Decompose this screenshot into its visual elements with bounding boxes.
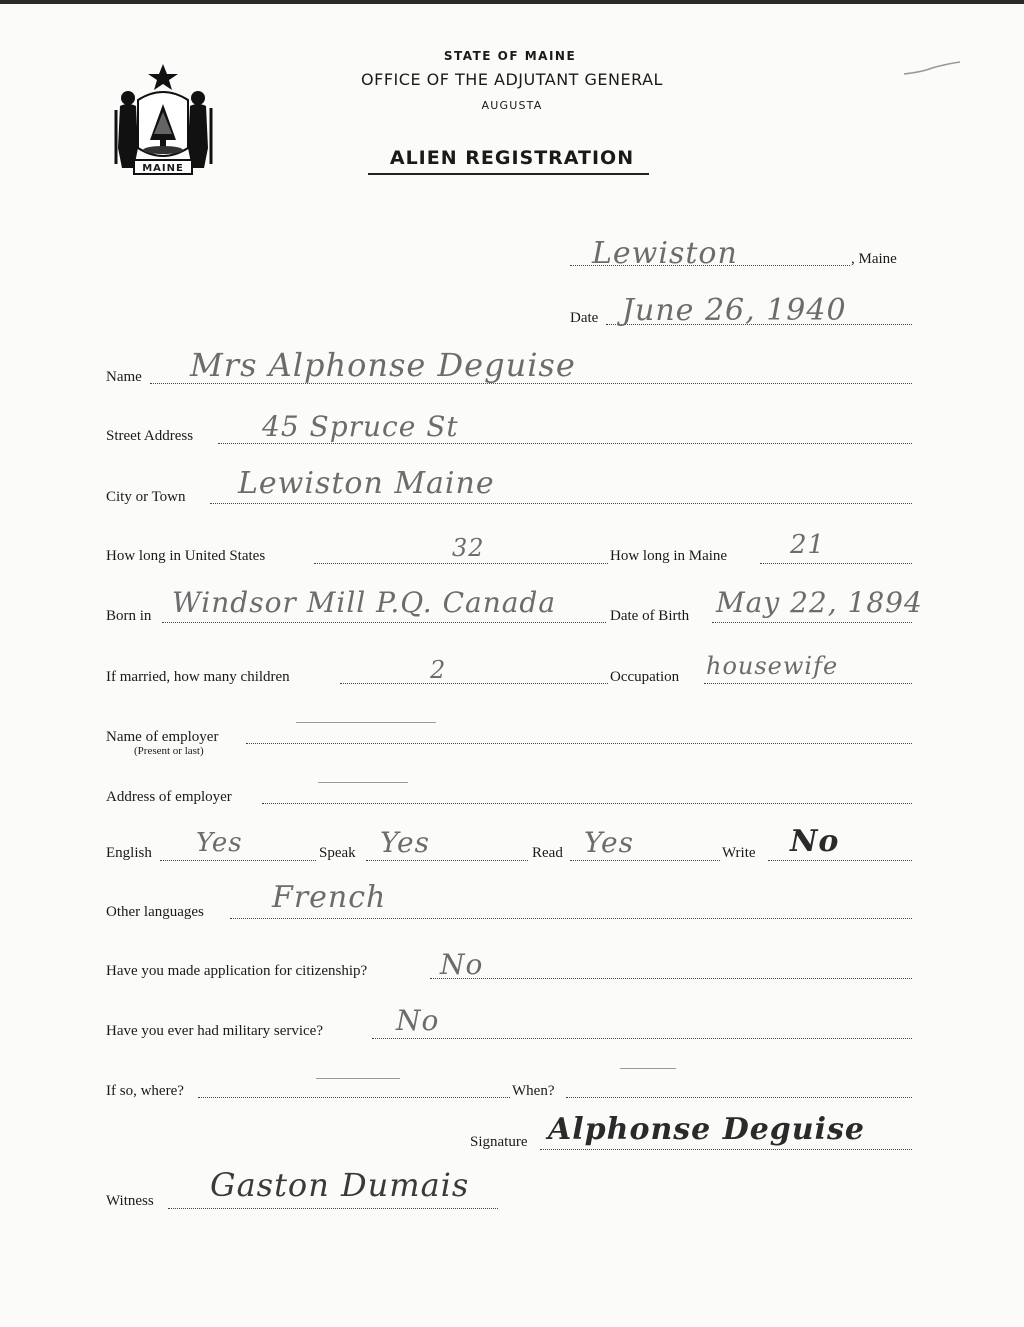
- military-value: No: [396, 1004, 440, 1037]
- other-languages-label: Other languages: [106, 904, 204, 920]
- when-line: [566, 1097, 912, 1098]
- state-heading: STATE OF MAINE: [443, 49, 577, 63]
- read-label: Read: [532, 845, 563, 861]
- employer-address-line: [262, 803, 912, 804]
- form-title: ALIEN REGISTRATION: [389, 147, 635, 169]
- speak-line: [366, 860, 528, 861]
- dob-label: Date of Birth: [610, 608, 690, 624]
- witness-value: Gaston Dumais: [210, 1166, 470, 1204]
- read-value: Yes: [584, 826, 634, 859]
- citizenship-value: No: [440, 948, 484, 981]
- name-value: Mrs Alphonse Deguise: [190, 346, 576, 384]
- street-value: 45 Spruce St: [262, 410, 459, 443]
- when-label: When?: [512, 1083, 555, 1099]
- citizenship-label: Have you made application for citizenship?: [106, 963, 368, 979]
- city-label: City or Town: [106, 489, 186, 505]
- date-label: Date: [570, 310, 599, 326]
- employer-address-label: Address of employer: [106, 789, 232, 805]
- military-label: Have you ever had military service?: [106, 1023, 323, 1039]
- dob-line: [712, 622, 912, 623]
- place-value: Lewiston: [592, 236, 738, 271]
- maine-years-label: How long in Maine: [610, 548, 728, 564]
- children-line: [340, 683, 608, 684]
- other-languages-line: [230, 918, 912, 919]
- born-value: Windsor Mill P.Q. Canada: [172, 586, 557, 619]
- speak-label: Speak: [319, 845, 356, 861]
- speak-value: Yes: [380, 826, 430, 859]
- citizenship-line: [430, 978, 912, 979]
- children-value: 2: [430, 656, 447, 684]
- born-line: [162, 622, 606, 623]
- where-line: [198, 1097, 510, 1098]
- when-dash: [620, 1068, 676, 1069]
- city-value: Lewiston Maine: [238, 466, 495, 501]
- other-languages-value: French: [272, 880, 387, 915]
- city-heading: AUGUSTA: [481, 99, 543, 112]
- city-line: [210, 503, 912, 504]
- children-label: If married, how many children: [106, 669, 290, 685]
- street-line: [218, 443, 912, 444]
- read-line: [570, 860, 720, 861]
- name-label: Name: [106, 369, 142, 385]
- us-years-label: How long in United States: [106, 548, 266, 564]
- dob-value: May 22, 1894: [716, 586, 923, 619]
- employer-label: Name of employer: [106, 729, 219, 745]
- witness-line: [168, 1208, 498, 1209]
- us-years-line: [314, 563, 608, 564]
- signature-label: Signature: [470, 1134, 528, 1150]
- employer-dash: [296, 722, 436, 723]
- occupation-line: [704, 683, 912, 684]
- where-label: If so, where?: [106, 1083, 184, 1099]
- place-suffix: , Maine: [851, 251, 897, 267]
- write-label: Write: [722, 845, 756, 861]
- occupation-value: housewife: [706, 652, 839, 680]
- witness-label: Witness: [106, 1193, 154, 1209]
- employer-sublabel: (Present or last): [134, 745, 204, 757]
- street-label: Street Address: [106, 428, 194, 444]
- title-underline: [368, 173, 649, 175]
- maine-years-value: 21: [790, 530, 826, 560]
- signature-value: Alphonse Deguise: [548, 1112, 865, 1147]
- occupation-label: Occupation: [610, 669, 680, 685]
- us-years-value: 32: [452, 534, 485, 562]
- write-value: No: [790, 824, 840, 859]
- where-dash: [316, 1078, 400, 1079]
- check-mark-icon: [902, 60, 962, 80]
- military-line: [372, 1038, 912, 1039]
- scan-top-edge: [0, 0, 1024, 4]
- write-line: [768, 860, 912, 861]
- english-line: [160, 860, 316, 861]
- office-heading: OFFICE OF THE ADJUTANT GENERAL: [361, 70, 663, 89]
- date-value: June 26, 1940: [622, 293, 847, 328]
- english-label: English: [106, 845, 152, 861]
- born-label: Born in: [106, 608, 152, 624]
- seal-text: MAINE: [142, 163, 184, 174]
- english-value: Yes: [196, 828, 243, 858]
- employer-address-dash: [318, 782, 408, 783]
- employer-line: [246, 743, 912, 744]
- signature-line: [540, 1149, 912, 1150]
- maine-years-line: [760, 563, 912, 564]
